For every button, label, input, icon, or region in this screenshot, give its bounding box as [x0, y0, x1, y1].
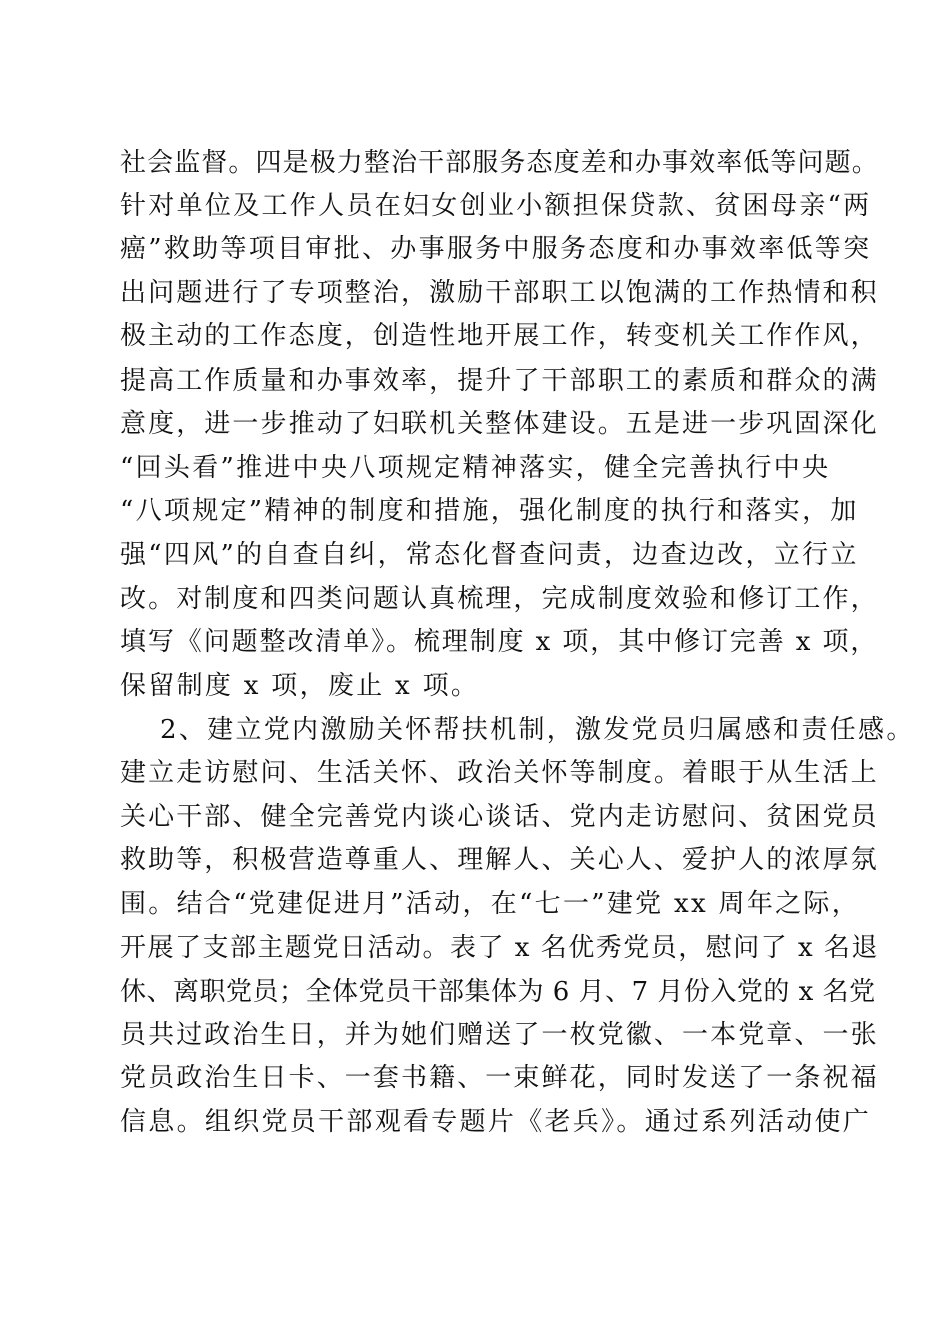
- text-line-22: 党员政治生日卡、一套书籍、一束鲜花，同时发送了一条祝福: [120, 1063, 879, 1093]
- text-line-15: 建立走访慰问、生活关怀、政治关怀等制度。着眼于从生活上: [120, 758, 879, 788]
- text-line-13: 保留制度 x 项，废止 x 项。: [120, 671, 480, 701]
- text-line-3: 癌”救助等项目审批、办事服务中服务态度和办事效率低等突: [120, 234, 872, 264]
- text-line-12: 填写《问题整改清单》。梳理制度 x 项，其中修订完善 x 项，: [120, 627, 879, 657]
- text-line-23: 信息。组织党员干部观看专题片《老兵》。通过系列活动使广: [120, 1107, 872, 1137]
- text-line-7: 意度，进一步推动了妇联机关整体建设。五是进一步巩固深化: [120, 409, 879, 439]
- text-line-9: “八项规定”精神的制度和措施，强化制度的执行和落实，加: [120, 496, 859, 526]
- text-line-10: 强“四风”的自查自纠，常态化督查问责，边查边改，立行立: [120, 540, 859, 570]
- text-line-1: 社会监督。四是极力整治干部服务态度差和办事效率低等问题。: [120, 148, 879, 178]
- text-line-18: 围。结合“党建促进月”活动，在“七一”建党 xx 周年之际，: [120, 889, 861, 919]
- text-line-16: 关心干部、健全完善党内谈心谈话、党内走访慰问、贫困党员: [120, 802, 879, 832]
- text-line-11: 改。对制度和四类问题认真梳理，完成制度效验和修订工作，: [120, 584, 879, 614]
- paragraph-heading-2: 2、建立党内激励关怀帮扶机制，激发党员归属感和责任感。: [160, 715, 915, 745]
- text-line-17: 救助等，积极营造尊重人、理解人、关心人、爱护人的浓厚氛: [120, 845, 879, 875]
- text-line-6: 提高工作质量和办事效率，提升了干部职工的素质和群众的满: [120, 366, 879, 396]
- text-line-21: 员共过政治生日，并为她们赠送了一枚党徽、一本党章、一张: [120, 1020, 879, 1050]
- text-line-20: 休、离职党员；全体党员干部集体为 6 月、7 月份入党的 x 名党: [120, 977, 876, 1007]
- text-line-19: 开展了支部主题党日活动。表了 x 名优秀党员，慰问了 x 名退: [120, 933, 879, 963]
- text-line-2: 针对单位及工作人员在妇女创业小额担保贷款、贫困母亲“两: [120, 191, 872, 221]
- text-line-4: 出问题进行了专项整治，激励干部职工以饱满的工作热情和积: [120, 278, 879, 308]
- text-line-8: “回头看”推进中央八项规定精神落实，健全完善执行中央: [120, 453, 831, 483]
- text-line-5: 极主动的工作态度，创造性地开展工作，转变机关工作作风，: [120, 321, 879, 351]
